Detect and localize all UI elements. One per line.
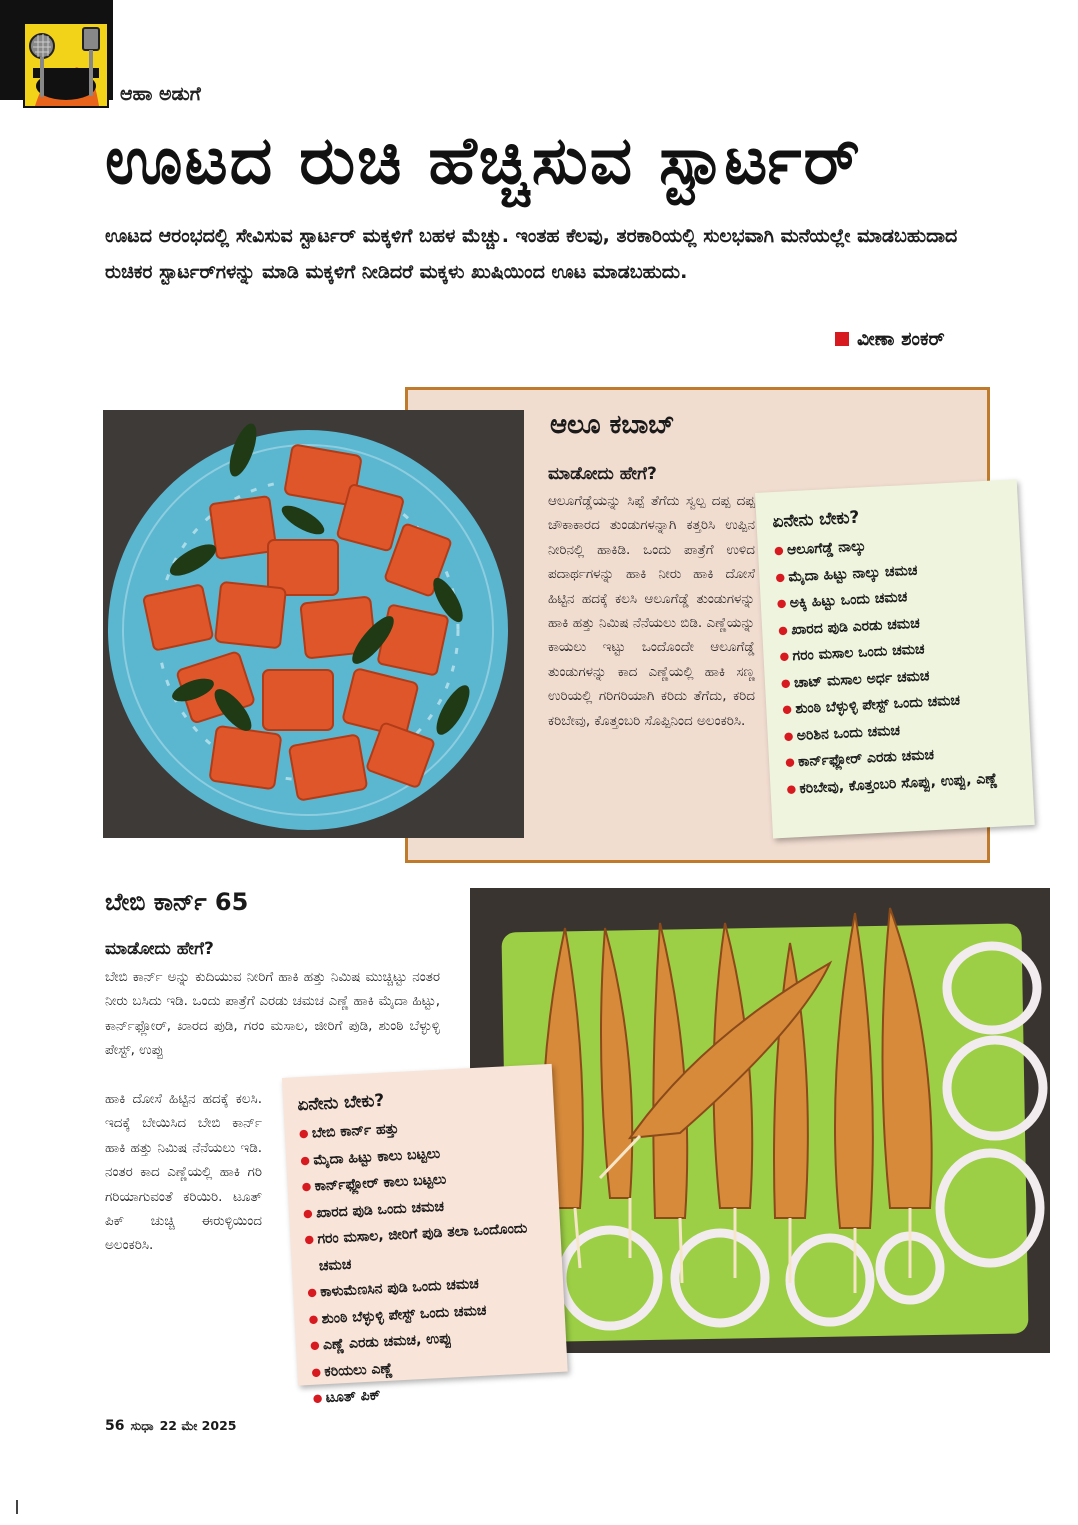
issue-date: 22 ಮೇ 2025 bbox=[159, 1418, 237, 1433]
author-name: ವೀಣಾ ಶಂಕರ್ bbox=[857, 328, 945, 350]
list-item: ● ಕಾರ್ನ್‌ಫ್ಲೋರ್ ಕಾಲು ಬಟ್ಟಲು bbox=[301, 1161, 546, 1200]
list-item: ● ಚಾಟ್ ಮಸಾಲ ಅರ್ಧ ಚಮಚ bbox=[780, 658, 1015, 697]
crop-mark bbox=[16, 1500, 18, 1514]
recipe2-how-heading: ಮಾಡೋದು ಹೇಗೆ? bbox=[105, 939, 214, 959]
list-item: ● ಕರಿಬೇವು, ಕೊತ್ತಂಬರಿ ಸೊಪ್ಪು, ಉಪ್ಪು, ಎಣ್ಣೆ bbox=[786, 764, 1021, 803]
list-item: ● ಗರಂ ಮಸಾಲ, ಜೀರಿಗೆ ಪುಡಿ ತಲಾ ಒಂದೊಂದು ಚಮಚ bbox=[304, 1214, 550, 1280]
list-item: ● ಮೈದಾ ಹಿಟ್ಟು ನಾಲ್ಕು ಚಮಚ bbox=[775, 552, 1010, 591]
list-item: ● ಆಲೂಗೆಡ್ಡೆ ನಾಲ್ಕು bbox=[773, 526, 1008, 565]
section-label: ಆಹಾ ಅಡುಗೆ bbox=[120, 83, 201, 105]
list-item: ● ಬೇಬಿ ಕಾರ್ನ್ ಹತ್ತು bbox=[298, 1108, 543, 1147]
page-title: ಊಟದ ರುಚಿ ಹೆಚ್ಚಿಸುವ ಸ್ಟಾರ್ಟರ್ bbox=[105, 122, 862, 199]
recipe1-title: ಆಲೂ ಕಬಾಬ್ bbox=[550, 410, 675, 440]
red-square-icon bbox=[835, 332, 849, 346]
list-item: ● ಮೈದಾ ಹಿಟ್ಟು ಕಾಲು ಬಟ್ಟಲು bbox=[300, 1135, 545, 1174]
recipe1-steps: ಆಲೂಗೆಡ್ಡೆಯನ್ನು ಸಿಪ್ಪೆ ತೆಗೆದು ಸ್ವಲ್ಪ ದಪ್ಪ ದಪ್ಪ ಚೌಕಾಕಾರದ ತುಂಡುಗಳನ್ನಾಗಿ ಕತ್ತರಿಸಿ ಉಪ್ಪಿನ ನೀರಿನಲ್ಲಿ ಹಾಕಿಡಿ. ಒಂದು ಪಾತ್ರೆಗೆ ಉಳಿದ ಪದಾರ್ಥಗಳನ್ನು ಹಾಕಿ ನೀರು ಹಾಕಿ ದೋಸೆ ಹಿಟ್ಟಿನ ಹದಕ್ಕೆ ಕಲಸಿ ಆಲೂಗೆಡ್ಡೆ ತುಂಡುಗಳನ್ನು ಹಾಕಿ ಹತ್ತು ನಿಮಿಷ ನೆನೆಯಲು ಬಿಡಿ. ಎಣ್ಣೆಯನ್ನು ಕಾಯಲು ಇಟ್ಟು ಒಂದೊಂದೇ ಆಲೂಗೆಡ್ಡೆ ತುಂಡುಗಳನ್ನು ಕಾದ ಎಣ್ಣೆಯಲ್ಲಿ ಹಾಕಿ ಸಣ್ಣ ಉರಿಯಲ್ಲಿ ಗರಿಗರಿಯಾಗಿ ಕರಿದು ತೆಗೆದು, ಕರಿದ ಕರಿಬೇವು, ಕೊತ್ತಂಬರಿ ಸೊಪ್ಪಿನಿಂದ ಅಲಂಕರಿಸಿ. bbox=[548, 493, 755, 729]
recipe1-ingredients-card bbox=[755, 479, 1035, 838]
list-item: ● ಎಣ್ಣೆ ಎರಡು ಚಮಚ, ಉಪ್ಪು bbox=[309, 1320, 554, 1359]
list-item: ● ಅಕ್ಕಿ ಹಿಟ್ಟು ಒಂದು ಚಮಚ bbox=[776, 579, 1011, 618]
recipe2-ingredients-card bbox=[282, 1064, 568, 1407]
list-item: ● ಖಾರದ ಪುಡಿ ಒಂದು ಚಮಚ bbox=[302, 1188, 547, 1227]
aloo-kabab-photo bbox=[103, 410, 524, 838]
byline bbox=[835, 328, 945, 350]
list-item: ● ಶುಂಠಿ ಬೆಳ್ಳುಳ್ಳಿ ಪೇಸ್ಟ್ ಒಂದು ಚಮಚ bbox=[308, 1294, 553, 1333]
recipe2-steps-top: ಬೇಬಿ ಕಾರ್ನ್ ಅನ್ನು ಕುದಿಯುವ ನೀರಿಗೆ ಹಾಕಿ ಹತ್ತು ನಿಮಿಷ ಮುಚ್ಚಿಟ್ಟು ನಂತರ ನೀರು ಬಸಿದು ಇಡಿ. ಒಂದು ಪಾತ್ರೆಗೆ ಎರಡು ಚಮಚ ಎಣ್ಣೆ ಹಾಕಿ ಮೈದಾ ಹಿಟ್ಟು, ಕಾರ್ನ್‌ಫ್ಲೋರ್, ಖಾರದ ಪುಡಿ, ಗರಂ ಮಸಾಲ, ಜೀರಿಗೆ ಪುಡಿ, ಶುಂಠಿ ಬೆಳ್ಳುಳ್ಳಿ ಪೇಸ್ಟ್, ಉಪ್ಪು bbox=[105, 969, 440, 1059]
magazine-name: ಸುಧಾ bbox=[130, 1418, 154, 1433]
recipe1-how-heading: ಮಾಡೋದು ಹೇಗೆ? bbox=[548, 464, 657, 484]
page-number: 56 bbox=[105, 1418, 125, 1434]
list-item: ● ಕರಿಯಲು ಎಣ್ಣೆ bbox=[311, 1347, 556, 1386]
list-item: ● ಕಾರ್ನ್‌ಫ್ಲೋರ್ ಎರಡು ಚಮಚ bbox=[784, 738, 1019, 777]
recipe2-title: ಬೇಬಿ ಕಾರ್ನ್ 65 bbox=[105, 888, 249, 916]
page-folio bbox=[105, 1418, 236, 1434]
kitchen-logo-icon bbox=[23, 22, 109, 108]
ingredients-heading: ಏನೇನು ಬೇಕು? bbox=[296, 1090, 385, 1116]
list-item: ● ಗರಂ ಮಸಾಲ ಒಂದು ಚಮಚ bbox=[779, 632, 1014, 671]
ingredients-list bbox=[298, 1108, 557, 1412]
ingredients-list bbox=[773, 526, 1021, 803]
list-item: ● ಖಾರದ ಪುಡಿ ಎರಡು ಚಮಚ bbox=[778, 605, 1013, 644]
list-item: ● ಕಾಳುಮೆಣಸಿನ ಪುಡಿ ಒಂದು ಚಮಚ bbox=[307, 1267, 552, 1306]
ingredients-heading: ಏನೇನು ಬೇಕು? bbox=[772, 507, 860, 533]
list-item: ● ಶುಂಠಿ ಬೆಳ್ಳುಳ್ಳಿ ಪೇಸ್ಟ್ ಒಂದು ಚಮಚ bbox=[782, 685, 1017, 724]
list-item: ● ಟೂತ್ ಪಿಕ್ bbox=[312, 1373, 557, 1412]
recipe2-steps-continued: ಹಾಕಿ ದೋಸೆ ಹಿಟ್ಟಿನ ಹದಕ್ಕೆ ಕಲಸಿ. ಇದಕ್ಕೆ ಬೇಯಿಸಿದ ಬೇಬಿ ಕಾರ್ನ್ ಹಾಕಿ ಹತ್ತು ನಿಮಿಷ ನೆನೆಯಲು ಇಡಿ. ನಂತರ ಕಾದ ಎಣ್ಣೆಯಲ್ಲಿ ಹಾಕಿ ಗರಿ ಗರಿಯಾಗುವಂತೆ ಕರಿಯಿರಿ. ಟೂತ್ ಪಿಕ್ ಚುಚ್ಚಿ ಈರುಳ್ಳಿಯಿಂದ ಅಲಂಕರಿಸಿ. bbox=[105, 1091, 262, 1254]
list-item: ● ಅರಿಶಿನ ಒಂದು ಚಮಚ bbox=[783, 711, 1018, 750]
intro-paragraph: ಊಟದ ಆರಂಭದಲ್ಲಿ ಸೇವಿಸುವ ಸ್ಟಾರ್ಟರ್ ಮಕ್ಕಳಿಗೆ ಬಹಳ ಮೆಚ್ಚು. ಇಂತಹ ಕೆಲವು, ತರಕಾರಿಯಲ್ಲಿ ಸುಲಭವಾಗಿ ಮನೆಯಲ್ಲೇ ಮಾಡಬಹುದಾದ ರುಚಿಕರ ಸ್ಟಾರ್ಟರ್‌ಗಳನ್ನು ಮಾಡಿ ಮಕ್ಕಳಿಗೆ ನೀಡಿದರೆ ಮಕ್ಕಳು ಖುಷಿಯಿಂದ ಊಟ ಮಾಡಬಹುದು. bbox=[105, 225, 958, 283]
